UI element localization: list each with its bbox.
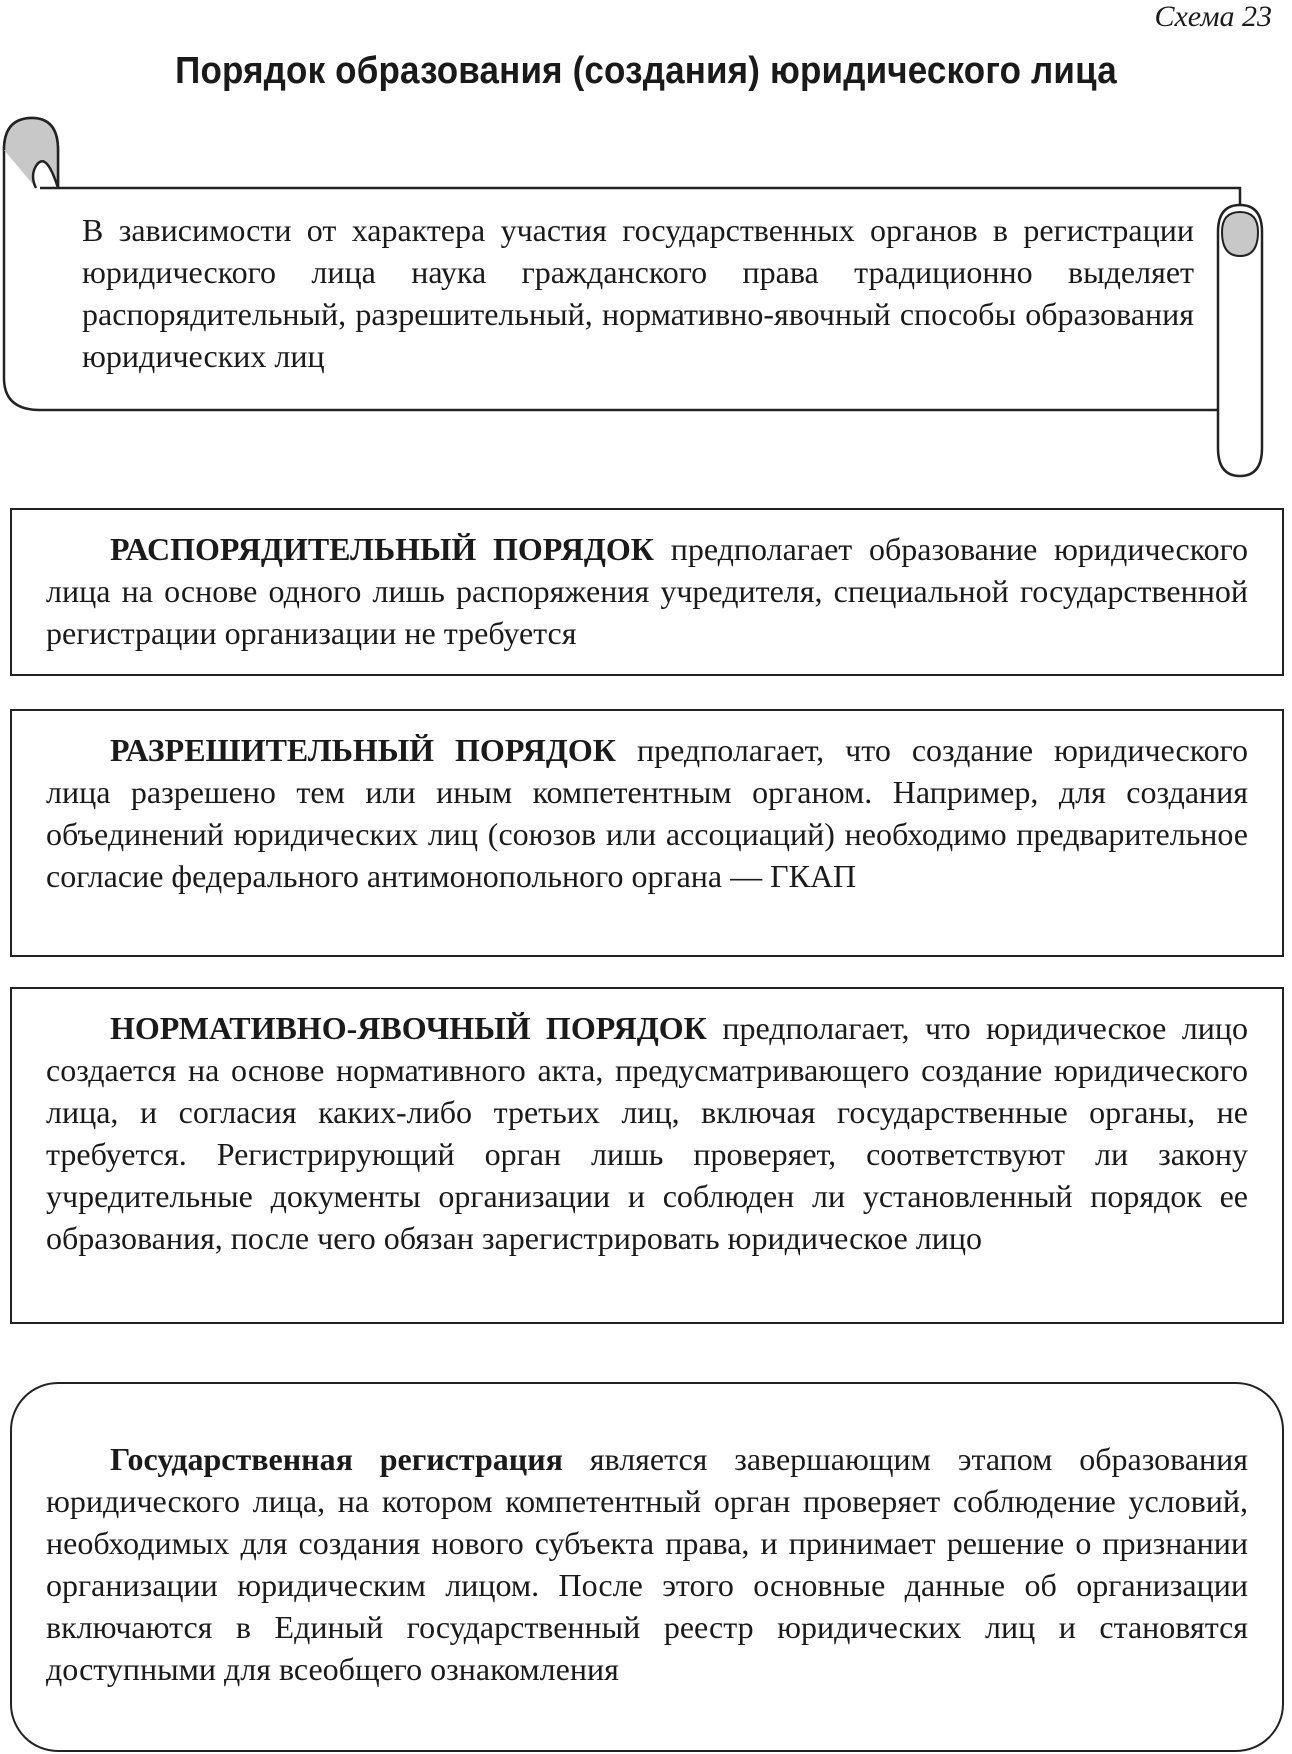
method-box-normative: [10, 987, 1284, 1324]
page-title: Порядок образования (создания) юридического лица: [175, 50, 1117, 92]
registration-box: [10, 1382, 1284, 1752]
registration-heading: Государственная регистрация: [110, 1441, 563, 1477]
registration-text: является завершающим этапом образования юридического лица, на котором компетентный орган проверяет соблюдение условий, необходимых для создания нового субъекта права, и принимает решение о признании организации юридическим лицом. После этого основные данные об организации включаются в Единый государственный реестр юридических лиц и становятся доступными для всеобщего ознакомления: [46, 1441, 1248, 1687]
method-box-dispositive: [10, 508, 1284, 676]
method-heading: РАЗРЕШИТЕЛЬНЫЙ ПОРЯДОК: [110, 732, 616, 768]
method-text: предполагает образование юридического лица на основе одного лишь распоряжения учредителя, специальной государственной регистрации организации не требуется: [46, 531, 1249, 651]
scheme-label: Схема 23: [1154, 0, 1272, 33]
method-text: предполагает, что юридическое лицо создается на основе нормативного акта, предусматривающего создание юридического лица, и согласия каких-либо третьих лиц, включая государственные органы, не требуется. Регистрирующий орган лишь проверяет, соответствуют ли закону учредительные документы организации и соблюден ли установленный порядок ее образования, после чего обязан зарегистрировать юридическое лицо: [46, 1010, 1249, 1256]
method-heading: НОРМАТИВНО-ЯВОЧНЫЙ ПОРЯДОК: [110, 1010, 707, 1046]
intro-text: В зависимости от характера участия государственных органов в регистрации юридического лица наука гражданского права традиционно выделяет распорядительный, разрешительный, нормативно-явочный способы образования юридических лиц: [82, 212, 1194, 374]
method-box-permissive: [10, 709, 1284, 957]
method-heading: РАСПОРЯДИТЕЛЬНЫЙ ПОРЯДОК: [110, 531, 654, 567]
scroll-roll-right-end: [1222, 212, 1258, 256]
method-text: предполагает, что создание юридического лица разрешено тем или иным компетентным органом. Например, для создания объединений юридических лиц (союзов или ассоциаций) необходимо предварительное согласие федерального антимонопольного органа — ГКАП: [46, 732, 1249, 894]
